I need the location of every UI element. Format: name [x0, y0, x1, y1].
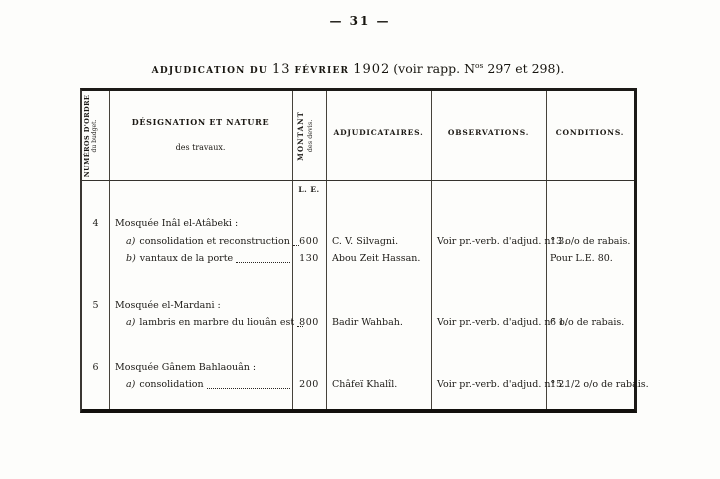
work-item — [126, 236, 290, 248]
row-number: 6 — [92, 362, 99, 373]
item-amount: 600 — [299, 236, 319, 247]
group-title: Mosquée el-Mardani : — [115, 300, 221, 311]
title-day: 13 — [271, 62, 291, 77]
work-item — [126, 317, 295, 329]
title-reference: (voir rapp. $N^{os}$ 297 et 298). — [393, 60, 565, 76]
item-amount: 800 — [299, 317, 319, 328]
column-header-order: NUMÉROS D'ORDRE du budget. — [83, 94, 99, 178]
page-number: — 31 — — [329, 14, 391, 28]
column-divider — [292, 91, 293, 409]
document-title — [0, 58, 716, 77]
item-letter: a) — [126, 379, 136, 390]
column-header-observations: OBSERVATIONS. — [447, 128, 530, 137]
dotted-leader — [236, 262, 290, 263]
title-month: FÉVRIER — [294, 66, 350, 76]
adjudicataire: Châfeï Khalîl. — [332, 379, 398, 390]
item-text: consolidation — [139, 379, 204, 390]
condition: Pour L.E. 80. — [550, 253, 613, 264]
row-number: 4 — [92, 218, 99, 229]
item-amount: 200 — [299, 379, 319, 390]
header-separator — [82, 180, 634, 181]
work-item — [126, 253, 290, 265]
title-year: 1902 — [353, 62, 391, 77]
item-letter: a) — [126, 317, 136, 328]
condition: 15 1/2 o/o de rabais. — [550, 379, 649, 390]
observation: Voir pr.-verb. d'adjud. n° 1. — [437, 317, 568, 328]
observation: Voir pr.-verb. d'adjud. n° 3. — [437, 236, 568, 247]
group-title: Mosquée Gânem Bahlaouân : — [115, 362, 257, 373]
item-letter: b) — [126, 253, 136, 264]
group-title: Mosquée Inâl el-Atâbeki : — [115, 218, 239, 229]
condition: 13 o/o de rabais. — [550, 236, 631, 247]
currency-unit-label: L. E. — [298, 185, 320, 194]
item-text: consolidation et reconstruction — [139, 236, 290, 247]
observation: Voir pr.-verb. d'adjud. n° 2. — [437, 379, 568, 390]
item-letter: a) — [126, 236, 136, 247]
work-item — [126, 379, 290, 391]
dotted-leader — [207, 388, 290, 389]
item-text: lambris en marbre du liouân est — [139, 317, 295, 328]
column-header-designation: DÉSIGNATION ET NATURE des travaux. — [131, 117, 270, 152]
column-divider — [546, 91, 547, 409]
column-header-adjudicataires: ADJUDICATAIRES. — [333, 128, 424, 137]
column-divider — [326, 91, 327, 409]
column-header-conditions: CONDITIONS. — [555, 128, 625, 137]
adjudicataire: C. V. Silvagni. — [332, 236, 399, 247]
item-text: vantaux de la porte — [139, 253, 234, 264]
adjudicataire: Badir Wahbah. — [332, 317, 403, 328]
row-number: 5 — [92, 300, 99, 311]
title-superscript: os — [475, 60, 484, 70]
condition: 6 o/o de rabais. — [550, 317, 625, 328]
adjudicataire: Abou Zeit Hassan. — [332, 253, 421, 264]
adjudication-table — [80, 88, 649, 413]
column-divider — [431, 91, 432, 409]
column-header-montant: MONTANT des devis. — [296, 111, 314, 161]
item-amount: 130 — [299, 253, 319, 264]
title-caption: ADJUDICATION DU — [151, 66, 268, 76]
